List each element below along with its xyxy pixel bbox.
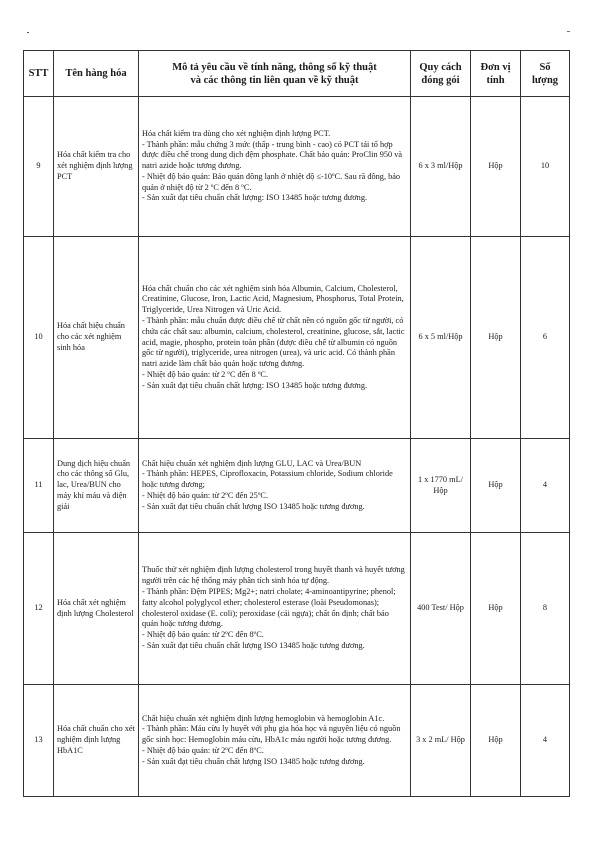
header-unit-line: tính xyxy=(486,74,505,86)
table-row xyxy=(24,237,570,439)
description-line: - Thành phần: Đệm PIPES; Mg2+; natri cholate; 4-aminoantipyrine; phenol; fatty alcohol polyglycol ether; cholesterol esterase (loài Pseudomonas); cholesterol oxidase (E. coli); peroxidase (cải ngựa); chất ổn định; chất bảo quản hoặc tương đương. xyxy=(142,586,396,629)
item-description xyxy=(139,439,411,533)
item-name: Hóa chất kiểm tra cho xét nghiệm định lượng PCT xyxy=(54,97,139,237)
description-line: Hóa chất chuẩn cho các xét nghiệm sinh hóa Albumin, Calcium, Cholesterol, Creatinine, Glucose, Iron, Lactic Acid, Magnesium, Phosphorus, Total Protein, Triglyceride, Urea Nitrogen và Uric Acid. xyxy=(142,283,404,315)
quantity: 6 xyxy=(521,237,570,439)
packaging: 400 Test/ Hộp xyxy=(411,533,471,685)
item-name: Hóa chất hiệu chuẩn cho các xét nghiệm sinh hóa xyxy=(54,237,139,439)
description-line: - Nhiệt độ bảo quản: từ 2ºC đến 8ºC. xyxy=(142,745,264,755)
description-line: - Nhiệt độ bảo quản: từ 2 ºC đến 8 ºC. xyxy=(142,369,269,379)
description-line: - Nhiệt độ bảo quản: từ 2ºC đến 25ºC. xyxy=(142,490,269,500)
packaging: 1 x 1770 mL/ Hộp xyxy=(411,439,471,533)
scan-speck xyxy=(27,32,29,33)
row-number: 12 xyxy=(24,533,54,685)
table-row xyxy=(24,533,570,685)
description-line: Thuốc thử xét nghiệm định lượng cholesterol trong huyết thanh và huyết tương người trên các hệ thống máy phân tích sinh hóa tự động. xyxy=(142,565,405,586)
table-row xyxy=(24,685,570,797)
header-packaging-line: đóng gói xyxy=(421,74,460,86)
row-number: 10 xyxy=(24,237,54,439)
header-stt: STT xyxy=(24,51,54,97)
item-description xyxy=(139,237,411,439)
quantity: 10 xyxy=(521,97,570,237)
description-line: - Sản xuất đạt tiêu chuẩn chất lượng: ISO 13485 hoặc tương đương. xyxy=(142,193,368,203)
description-line: - Sản xuất đạt tiêu chuẩn chất lượng ISO 13485 hoặc tương đương. xyxy=(142,501,365,511)
description-line: Chất hiệu chuẩn xét nghiệm định lượng hemoglobin và hemoglobin A1c. xyxy=(142,713,385,723)
item-description xyxy=(139,685,411,797)
item-description xyxy=(139,97,411,237)
unit: Hộp xyxy=(471,533,521,685)
header-quantity xyxy=(521,51,570,97)
item-description xyxy=(139,533,411,685)
quantity: 4 xyxy=(521,439,570,533)
row-number: 9 xyxy=(24,97,54,237)
row-number: 13 xyxy=(24,685,54,797)
header-packaging xyxy=(411,51,471,97)
quantity: 4 xyxy=(521,685,570,797)
packaging: 3 x 2 mL/ Hộp xyxy=(411,685,471,797)
packaging: 6 x 5 ml/Hộp xyxy=(411,237,471,439)
description-line: - Thành phần: mẫu chứng 3 mức (thấp - trung bình - cao) có PCT tái tổ hợp được điều chế trong dung dịch đệm phosphate. Chất bảo quản: ProClin 950 và natri azide hoặc tương đương. xyxy=(142,139,403,171)
description-line: - Sản xuất đạt tiêu chuẩn chất lượng: ISO 13485 hoặc tương đương. xyxy=(142,380,368,390)
unit: Hộp xyxy=(471,685,521,797)
description-line: - Nhiệt độ bảo quản: Bảo quản đông lạnh ở nhiệt độ ≤-10ºC. Sau rã đông, bảo quản ở nhiệt độ từ 2 ºC đến 8 ºC. xyxy=(142,171,401,192)
description-line: Chất hiệu chuẩn xét nghiệm định lượng GLU, LAC và Urea/BUN xyxy=(142,458,362,468)
item-name: Dung dịch hiệu chuẩn cho các thông số Glu, lac, Urea/BUN cho máy khí máu và điện giải xyxy=(54,439,139,533)
item-name: Hóa chất chuẩn cho xét nghiệm định lượng HbA1C xyxy=(54,685,139,797)
description-line: - Sản xuất đạt tiêu chuẩn chất lượng ISO 13485 hoặc tương đương. xyxy=(142,640,365,650)
header-description-line: và các thông tin liên quan về kỹ thuật xyxy=(190,74,359,86)
unit: Hộp xyxy=(471,237,521,439)
header-quantity-line: lượng xyxy=(531,74,559,86)
header-unit-line: Đơn vị xyxy=(480,61,511,73)
header-unit xyxy=(471,51,521,97)
description-line: Hóa chất kiểm tra dùng cho xét nghiệm định lượng PCT. xyxy=(142,128,331,138)
description-line: - Thành phần: Máu cừu ly huyết với phụ gia hóa học và nguyên liệu có nguồn gốc sinh học: Hemoglobin máu cừu, HbA1c máu người hoặc tương đương. xyxy=(142,724,401,745)
unit: Hộp xyxy=(471,439,521,533)
description-line: - Nhiệt độ bảo quản: từ 2ºC đến 8ºC. xyxy=(142,630,264,640)
header-packaging-line: Quy cách xyxy=(419,61,462,73)
header-description-line: Mô tả yêu cầu về tính năng, thông số kỹ thuật xyxy=(172,61,377,73)
unit: Hộp xyxy=(471,97,521,237)
specification-table xyxy=(23,50,570,797)
table-row xyxy=(24,439,570,533)
table-row xyxy=(24,97,570,237)
header-quantity-line: Số xyxy=(539,61,551,73)
description-line: - Thành phần: HEPES, Ciprofloxacin, Potassium chloride, Sodium chloride hoặc tương đương; xyxy=(142,469,393,490)
header-row xyxy=(24,51,570,97)
scan-speck xyxy=(567,31,570,32)
quantity: 8 xyxy=(521,533,570,685)
description-line: - Sản xuất đạt tiêu chuẩn chất lượng ISO 13485 hoặc tương đương. xyxy=(142,756,365,766)
header-description xyxy=(139,51,411,97)
item-name: Hóa chất xét nghiệm định lượng Cholesterol xyxy=(54,533,139,685)
row-number: 11 xyxy=(24,439,54,533)
description-line: - Thành phần: mẫu chuẩn được điều chế từ chất nền có nguồn gốc từ người, có chứa các chất sau: albumin, calcium, cholesterol, creatinine, glucose, sắt, lactic acid, magie, phospho, protein toàn phần (được điều chế từ albumin có nguồn gốc từ người), triglyceride, urea nitrogen (urea), và uric acid. Có thành phần natri azide làm chất bảo quản hoặc tương đương. xyxy=(142,315,405,369)
header-item-name: Tên hàng hóa xyxy=(54,51,139,97)
packaging: 6 x 3 ml/Hộp xyxy=(411,97,471,237)
